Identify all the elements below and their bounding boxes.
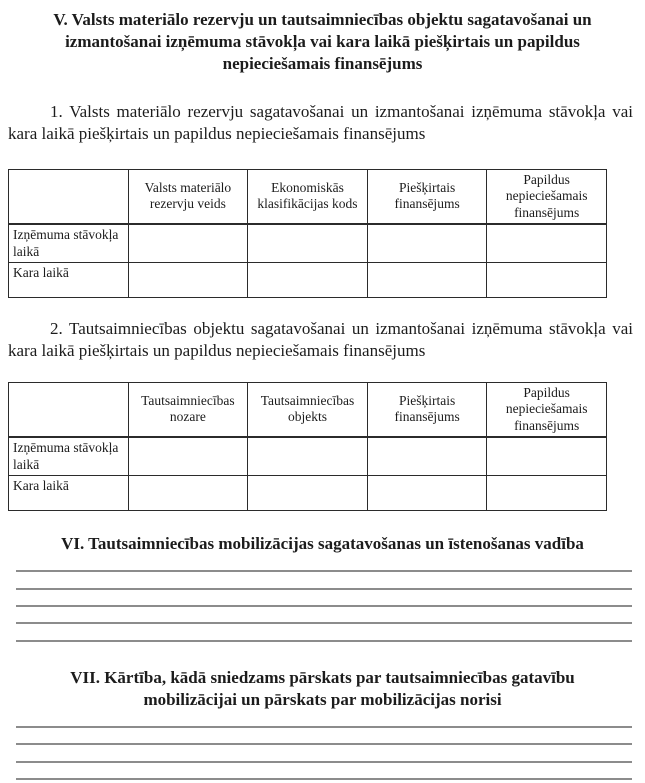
empty-cell [367, 437, 487, 475]
blank-writing-line [16, 745, 632, 762]
blank-writing-line [16, 572, 632, 589]
blank-writing-line [16, 555, 632, 572]
table-row [9, 437, 607, 475]
empty-cell [487, 475, 607, 510]
blank-writing-line [16, 711, 632, 728]
table-header-empty [9, 382, 129, 437]
blank-writing-line [16, 607, 632, 624]
table-economy-objects [8, 382, 607, 511]
empty-cell [367, 224, 487, 262]
row-label-wartime: Kara laikā [9, 263, 129, 298]
table-header-row [9, 169, 607, 224]
empty-cell [487, 224, 607, 262]
empty-cell [128, 224, 248, 262]
empty-cell [248, 224, 368, 262]
section-vi-heading: VI. Tautsaimniecības mobilizācijas sagatavošanas un īstenošanas vadība [61, 533, 584, 553]
section-vi-writing-lines [16, 555, 632, 641]
table-header-row [9, 382, 607, 437]
empty-cell [128, 475, 248, 510]
table-header-empty [9, 169, 129, 224]
blank-writing-line [16, 728, 632, 745]
row-label-emergency: Izņēmuma stāvokļa laikā [9, 224, 129, 262]
table-header-additional-funding: Papildus nepieciešamais finansējums [487, 169, 607, 224]
row-label-emergency: Izņēmuma stāvokļa laikā [9, 437, 129, 475]
empty-cell [487, 437, 607, 475]
section-v-heading: V. Valsts materiālo rezervju un tautsaimniecības objektu sagatavošanai un izmantošanai izņēmuma stāvokļa vai kara laikā piešķirtais un papildus nepieciešamais finansējums [53, 10, 592, 74]
table-header-allocated-funding: Piešķirtais finansējums [367, 169, 487, 224]
table-header-economy-object: Tautsaimniecības objekts [248, 382, 368, 437]
table-header-additional-funding: Papildus nepieciešamais finansējums [487, 382, 607, 437]
empty-cell [248, 437, 368, 475]
table-row [9, 224, 607, 262]
table-state-material-reserves [8, 169, 607, 298]
table-header-reserve-type: Valsts materiālo rezervju veids [128, 169, 248, 224]
empty-cell [128, 437, 248, 475]
empty-cell [248, 263, 368, 298]
table-header-economy-sector: Tautsaimniecības nozare [128, 382, 248, 437]
row-label-wartime: Kara laikā [9, 475, 129, 510]
section-vii-writing-lines [16, 711, 632, 783]
blank-writing-line [16, 624, 632, 641]
paragraph-1: 1. Valsts materiālo rezervju sagatavošanai un izmantošanai izņēmuma stāvokļa vai kara laikā piešķirtais un papildus nepieciešamais finansējums [8, 102, 633, 144]
table-row [9, 263, 607, 298]
empty-cell [128, 263, 248, 298]
empty-cell [487, 263, 607, 298]
empty-cell [367, 263, 487, 298]
section-vii-heading: VII. Kārtība, kādā sniedzams pārskats par tautsaimniecības gatavību mobilizācijai un pārskats par mobilizācijas norisi [70, 667, 575, 709]
table-header-classification-code: Ekonomiskās klasifikācijas kods [248, 169, 368, 224]
table-row [9, 475, 607, 510]
table-header-allocated-funding: Piešķirtais finansējums [367, 382, 487, 437]
blank-writing-line [16, 763, 632, 780]
empty-cell [367, 475, 487, 510]
paragraph-2: 2. Tautsaimniecības objektu sagatavošanai un izmantošanai izņēmuma stāvokļa vai kara laikā piešķirtais un papildus nepieciešamais finansējums [8, 319, 633, 360]
empty-cell [248, 475, 368, 510]
blank-writing-line [16, 590, 632, 607]
